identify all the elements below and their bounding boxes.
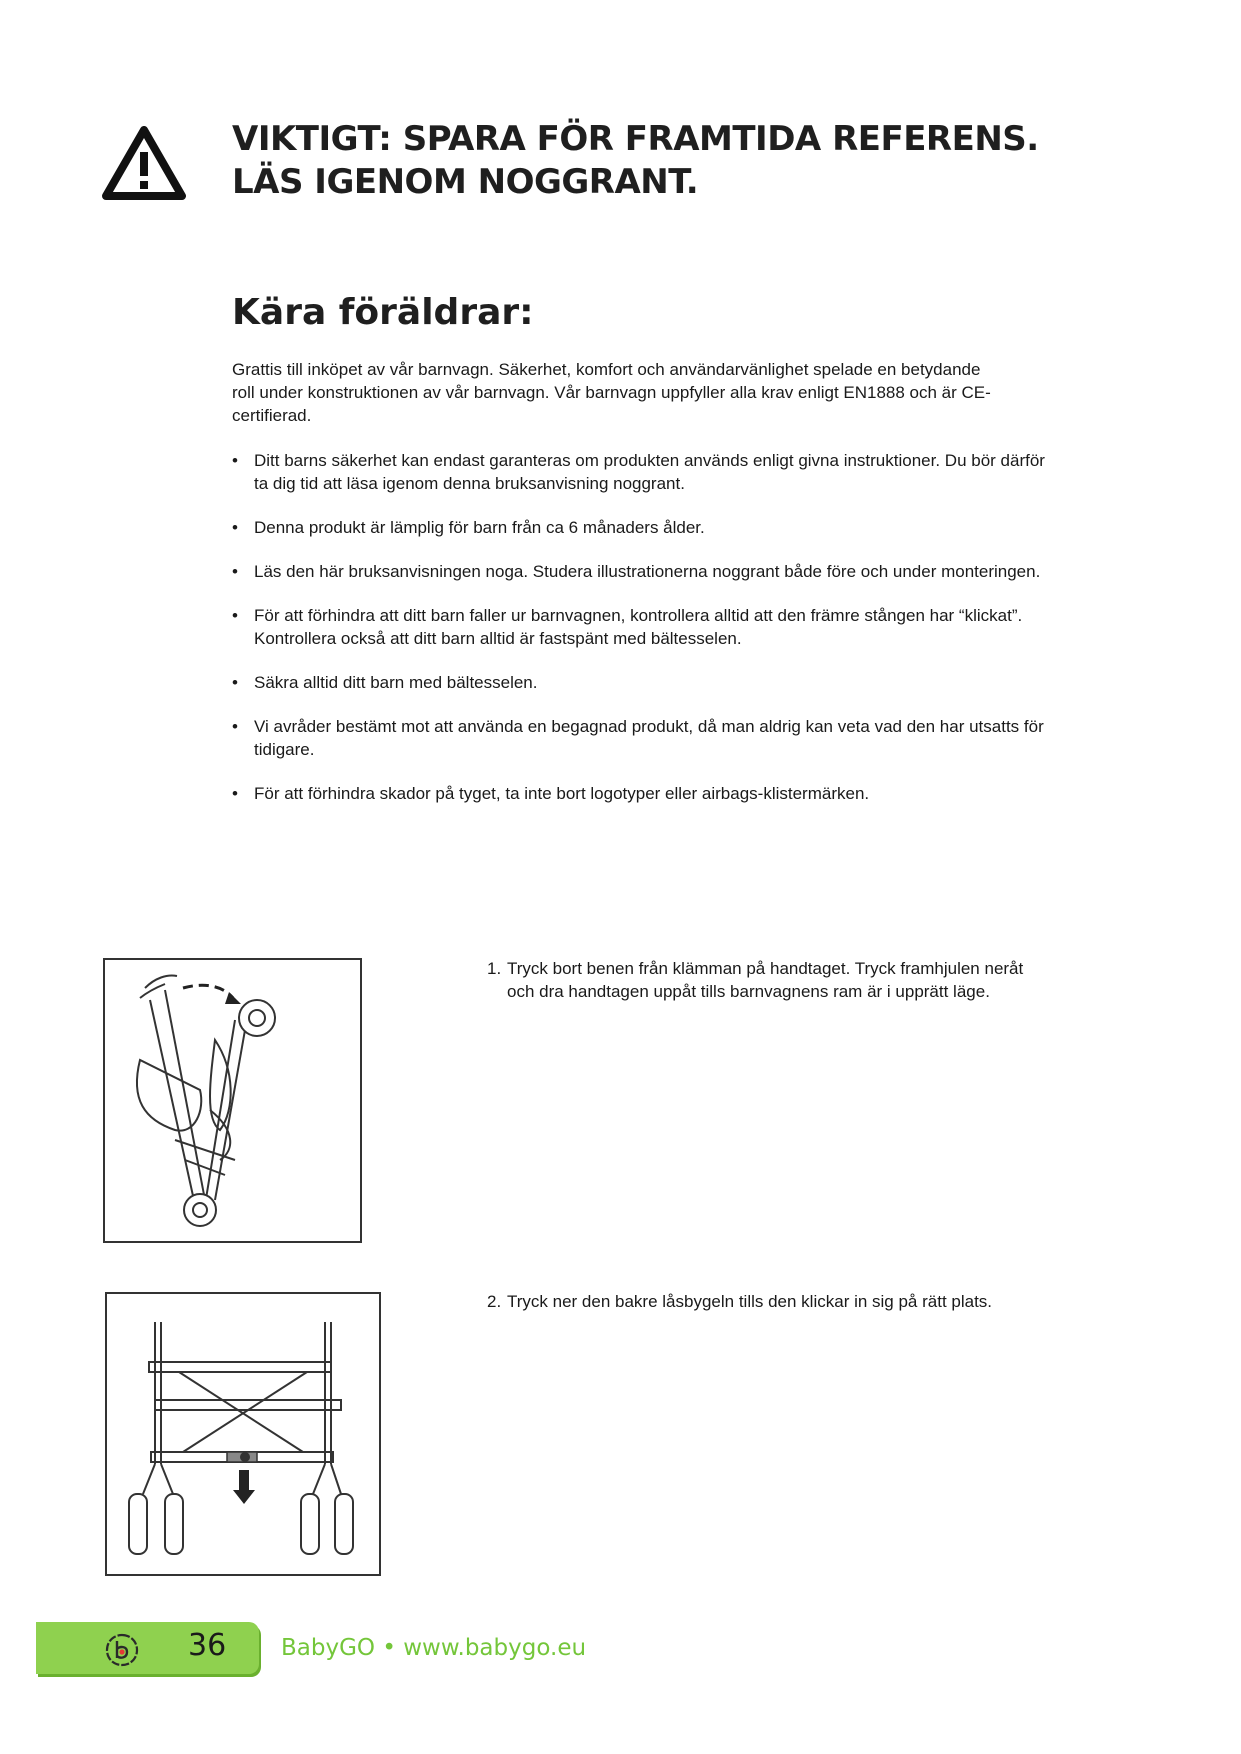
bullet-dot: •	[232, 562, 238, 581]
page-number: 36	[188, 1628, 227, 1663]
list-item: • Denna produkt är lämplig för barn från ca 6 månaders ålder.	[232, 518, 705, 537]
bullet-dot: •	[232, 673, 238, 692]
figure-unfold-stroller	[103, 958, 362, 1243]
bullet-dot: •	[232, 606, 238, 625]
intro-paragraph: Grattis till inköpet av vår barnvagn. Säkerhet, komfort och användarvänlighet spelade en betydande roll under konstruktionen av vår barnvagn. Vår barnvagn uppfyller alla krav enligt EN1888 och är CE-certifierad.	[232, 360, 991, 425]
list-item: • För att förhindra att ditt barn faller ur barnvagnen, kontrollera alltid att den främre stången har “klickat”. Kontrollera också att ditt barn alltid är fastspänt med bältesselen.	[232, 606, 1023, 648]
greeting-heading: Kära föräldrar:	[232, 292, 534, 333]
safety-bullet-list	[232, 449, 1062, 826]
bullet-dot: •	[232, 451, 238, 470]
bullet-dot: •	[232, 518, 238, 537]
step-text: Tryck bort benen från klämman på handtaget. Tryck framhjulen neråt och dra handtagen uppåt tills barnvagnens ram är i upprätt läge.	[507, 959, 1024, 1001]
step-number: 1.	[487, 959, 502, 978]
figure-rear-lock-bar	[105, 1292, 381, 1576]
babygo-logo-icon	[104, 1632, 140, 1668]
brand-footer-text: BabyGO • www.babygo.eu	[281, 1635, 587, 1661]
headline-line-2: LÄS IGENOM NOGGRANT.	[232, 162, 699, 202]
list-item: • Vi avråder bestämt mot att använda en begagnad produkt, då man aldrig kan veta vad den har utsatts för tidigare.	[232, 717, 1044, 759]
step-text: Tryck ner den bakre låsbygeln tills den klickar in sig på rätt plats.	[507, 1292, 993, 1311]
bullet-dot: •	[232, 784, 238, 803]
step-number: 2.	[487, 1292, 502, 1311]
page-headline	[232, 118, 1132, 204]
list-item: • För att förhindra skador på tyget, ta inte bort logotyper eller airbags-klistermärken.	[232, 784, 870, 803]
step-2	[487, 1290, 1047, 1313]
bullet-dot: •	[232, 717, 238, 736]
warning-triangle-icon	[102, 126, 186, 200]
stroller-unfold-illustration	[105, 960, 360, 1241]
list-item: • Läs den här bruksanvisningen noga. Studera illustrationerna noggrant både före och under monteringen.	[232, 562, 1041, 581]
list-item: • Ditt barns säkerhet kan endast garanteras om produkten används enligt givna instruktioner. Du bör därför ta dig tid att läsa igenom denna bruksanvisning noggrant.	[232, 451, 1045, 493]
list-item: • Säkra alltid ditt barn med bältesselen.	[232, 673, 538, 692]
step-1	[487, 957, 1027, 1003]
rear-lock-bar-illustration	[107, 1294, 379, 1574]
headline-line-1: VIKTIGT: SPARA FÖR FRAMTIDA REFERENS.	[232, 119, 1039, 159]
